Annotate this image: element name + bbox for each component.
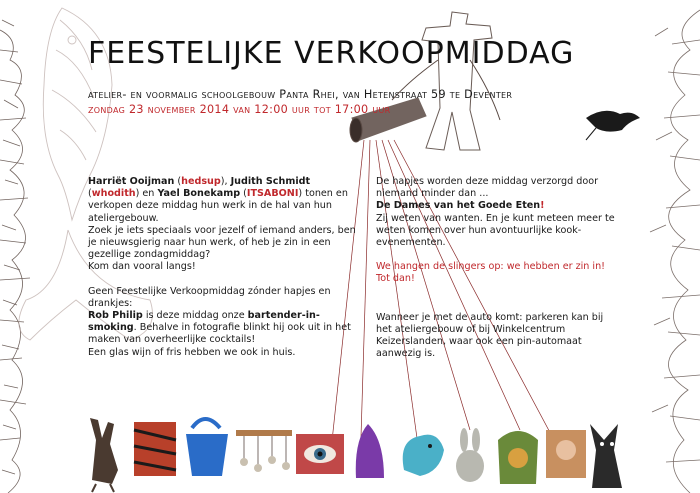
product-purple-hat	[356, 424, 384, 478]
artists-paragraph: Harriët Ooijman (hedsup), Judith Schmidt (whodith) en Yael Bonekamp (ITSABONI) tonen en verkopen deze middag hun werk in de hal van hun ateliergebouw. Zoek je iets speciaals voor jezelf of iemand anders, ben je nieuwsgierig naar hun werk, of heb je zin in een gezellige zondagmiddag? Kom dan vooral langs!	[88, 176, 356, 273]
bird-sketch	[586, 111, 640, 140]
closing-note: We hangen de slingers op: we hebben er zin in! Tot dan!	[376, 261, 606, 285]
artist-label: hedsup	[181, 176, 221, 187]
right-text-column	[376, 176, 616, 372]
invitation-text: Zoek je iets speciaals voor jezelf of iemand anders, ben je nieuwsgierig naar hun werk, of heb je zin in een gezellige zondagmiddag?	[88, 224, 356, 261]
telescope-figure-sketch	[350, 12, 500, 150]
caterer-name: De Dames van het Goede Eten	[376, 200, 541, 212]
product-mobile	[236, 430, 292, 472]
parking-info: Wanneer je met de auto komt: parkeren kan bij het ateliergebouw of bij Winkelcentrum Keizerslanden, waar ook een pin-automaat aanwezig is.	[376, 311, 604, 360]
artist-name: Judith Schmidt	[230, 176, 311, 187]
artist-name: Harriët Ooijman	[88, 176, 175, 187]
product-eye-print	[296, 434, 344, 474]
products-strip	[0, 400, 700, 493]
artist-name: Yael Bonekamp	[157, 188, 241, 200]
event-date: zondag 23 november 2014 van 12:00 uur tot 17:00 uur	[88, 103, 391, 116]
bartender-role: bartender-in-smoking	[88, 310, 320, 334]
drinks-paragraph: Geen Feestelijke Verkoopmiddag zónder hapjes en drankjes: Rob Philip is deze middag onze bartender-in-smoking. Behalve in fotografie blinkt hij ook uit in het maken van overheerlijke cocktails! Een glas wijn of fris hebben we ook in huis.	[88, 285, 351, 358]
event-title: FEESTELIJKE VERKOOPMIDDAG	[88, 36, 575, 72]
artist-label: whodith	[91, 188, 136, 200]
product-grey-rabbit	[456, 428, 484, 482]
catering-paragraph: De hapjes worden deze middag verzorgd door niemand minder dan ... De Dames van het Goede Eten! Zij weten van wanten. En je kunt meteen meer te weten komen over hun avontuurlijke kook-evenementen.	[376, 176, 615, 249]
product-portrait-photo	[546, 430, 586, 478]
product-rabbit-figure	[90, 418, 118, 492]
event-venue: atelier- en voormalig schoolgebouw Panta Rhei, van Hetenstraat 59 te Deventer	[88, 88, 513, 101]
bartender-name: Rob Philip	[88, 310, 143, 322]
product-green-pouch	[498, 431, 538, 484]
product-scarf	[134, 422, 176, 476]
left-text-column	[88, 176, 358, 371]
artist-label: ITSABONI	[246, 188, 299, 200]
welcome-text: Kom dan vooral langs!	[88, 261, 196, 273]
product-blue-bag	[186, 419, 228, 476]
product-black-dog	[590, 424, 622, 488]
product-turquoise-bird	[403, 435, 444, 476]
